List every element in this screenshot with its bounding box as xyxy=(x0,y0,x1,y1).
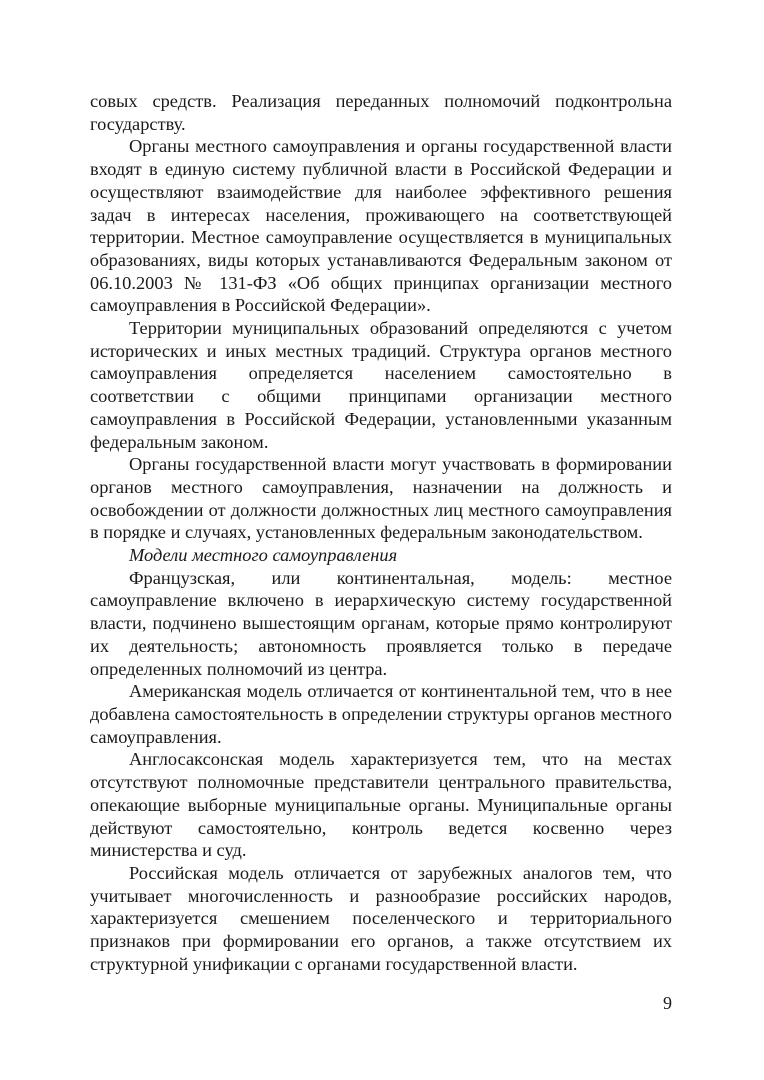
section-heading: Модели местного самоуправления xyxy=(129,545,398,566)
paragraph-continuation: совых средств. Реализация переданных полномочий подконтрольна государству. xyxy=(90,91,672,134)
paragraph-american-model: Американская модель отличается от континентальной тем, что в нее добавлена самостоятельность в определении структуры органов местного самоуправления. xyxy=(90,681,672,747)
page-body xyxy=(90,90,672,975)
paragraph-russian-model: Российская модель отличается от зарубежных аналогов тем, что учитывает многочисленность и разнообразие российских народов, характеризуется смешением поселенческого и территориального признаков при формировании его органов, а также отсутствием их структурной унификации с органами государственной власти. xyxy=(90,862,672,974)
paragraph-territories: Территории муниципальных образований определяются с учетом исторических и иных местных традиций. Структура органов местного самоуправления определяется населением самостоятельно в соответствии с общими принципами организации местного самоуправления в Российской Федерации, установленными указанным федеральным законом. xyxy=(90,318,672,452)
paragraph-anglo-saxon-model: Англосаксонская модель характеризуется тем, что на местах отсутствуют полномочные представители центрального правительства, опекающие выборные муниципальные органы. Муниципальные органы действуют самостоятельно, контроль ведется косвенно через министерства и суд. xyxy=(90,749,672,861)
paragraph-french-model: Французская, или континентальная, модель: местное самоуправление включено в иерархическую систему государственной власти, подчинено вышестоящим органам, которые прямо контролируют их деятельность; автономность проявляется только в передаче определенных полномочий из центра. xyxy=(90,567,672,679)
paragraph-unified-system: Органы местного самоуправления и органы государственной власти входят в единую систему публичной власти в Российской Федерации и осуществляют взаимодействие для наиболее эффективного решения задач в интересах населения, проживающего на соответствующей территории. Местное самоуправление осуществляется в муниципальных образованиях, виды которых устанавливаются Федеральным законом от 06.10.2003 № 131-ФЗ «Об общих принципах организации местного самоуправления в Российской Федерации». xyxy=(90,136,672,316)
paragraph-state-participation: Органы государственной власти могут участвовать в формировании органов местного самоуправления, назначении на должность и освобождении от должности должностных лиц местного самоуправления в порядке и случаях, установленных федеральным законодательством. xyxy=(90,454,672,543)
page-number: 9 xyxy=(663,993,672,1013)
